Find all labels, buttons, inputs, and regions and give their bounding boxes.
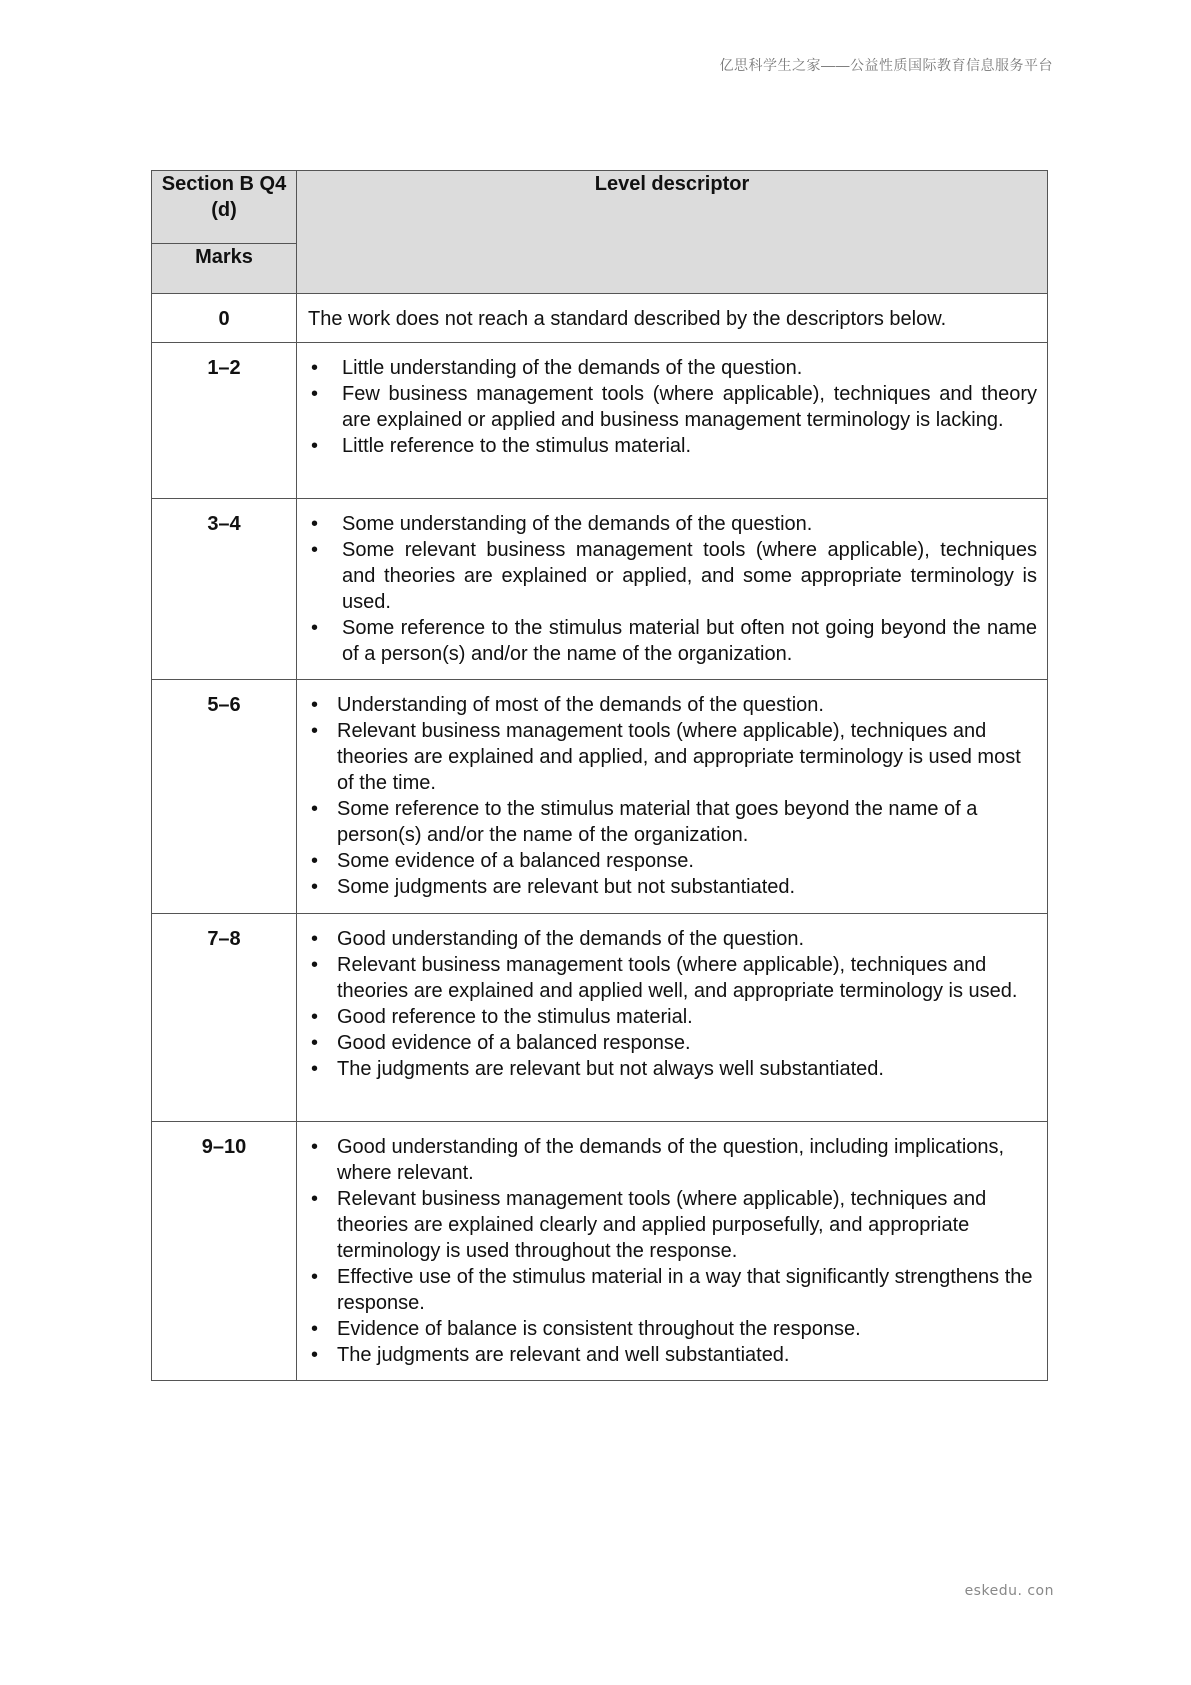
descriptor-list [308, 692, 1037, 900]
list-item: • Effective use of the stimulus material in a way that significantly strengthens the response. [311, 1266, 1033, 1314]
level-descriptor-heading: Level descriptor [297, 171, 1048, 294]
table-row [152, 914, 1048, 1122]
descriptor-list [308, 355, 1037, 459]
table-row [152, 343, 1048, 499]
list-item: • Good reference to the stimulus material. [311, 1006, 693, 1028]
list-item: • Some evidence of a balanced response. [311, 850, 694, 872]
section-heading: Section B Q4 (d) [152, 171, 297, 244]
marks-value: 3–4 [152, 499, 297, 680]
page-footer-watermark: eskedu. con [964, 1583, 1054, 1599]
table-row [152, 499, 1048, 680]
list-item: • Relevant business management tools (where applicable), techniques and theories are explained clearly and applied purposefully, and appropriate terminology is used throughout the response. [311, 1188, 987, 1262]
list-item: • Relevant business management tools (where applicable), techniques and theories are explained and applied, and appropriate terminology is used most of the time. [311, 720, 1021, 794]
page-header-watermark: 亿思科学生之家——公益性质国际教育信息服务平台 [719, 57, 1053, 73]
list-item: • Some judgments are relevant but not substantiated. [311, 876, 796, 898]
list-item: • Few business management tools (where applicable), techniques and theory are explained or applied and business management terminology is lacking. [311, 383, 1037, 431]
descriptor-text: The work does not reach a standard described by the descriptors below. [297, 294, 1048, 343]
list-item: • The judgments are relevant and well substantiated. [311, 1344, 790, 1366]
table-row [152, 294, 1048, 343]
descriptor-cell [297, 499, 1048, 680]
descriptor-cell [297, 1122, 1048, 1381]
list-item: • Good understanding of the demands of the question. [311, 928, 805, 950]
table-row [152, 680, 1048, 914]
descriptor-cell [297, 343, 1048, 499]
list-item: • Good evidence of a balanced response. [311, 1032, 691, 1054]
list-item: • Understanding of most of the demands of the question. [311, 694, 824, 716]
marks-value: 5–6 [152, 680, 297, 914]
table-row [152, 1122, 1048, 1381]
descriptor-list [308, 511, 1037, 667]
marks-value: 1–2 [152, 343, 297, 499]
marks-value: 7–8 [152, 914, 297, 1122]
list-item: • The judgments are relevant but not always well substantiated. [311, 1058, 884, 1080]
list-item: • Evidence of balance is consistent throughout the response. [311, 1318, 861, 1340]
list-item: • Some reference to the stimulus material but often not going beyond the name of a person(s) and/or the name of the organization. [311, 617, 1037, 665]
list-item: • Some understanding of the demands of the question. [311, 513, 813, 535]
descriptor-list [308, 926, 1037, 1082]
descriptor-cell [297, 914, 1048, 1122]
list-item: • Some relevant business management tools (where applicable), techniques and theories are explained or applied, and some appropriate terminology is used. [311, 539, 1037, 613]
marks-value: 0 [152, 294, 297, 343]
markband-table [151, 170, 1048, 1381]
descriptor-list [308, 1134, 1037, 1368]
marks-heading: Marks [152, 244, 297, 294]
marks-value: 9–10 [152, 1122, 297, 1381]
table-header-row [152, 171, 1048, 244]
list-item: • Little understanding of the demands of the question. [311, 357, 803, 379]
list-item: • Some reference to the stimulus material that goes beyond the name of a person(s) and/or the name of the organization. [311, 798, 978, 846]
descriptor-cell [297, 680, 1048, 914]
list-item: • Little reference to the stimulus material. [311, 435, 692, 457]
list-item: • Good understanding of the demands of the question, including implications, where relevant. [311, 1136, 1005, 1184]
list-item: • Relevant business management tools (where applicable), techniques and theories are explained and applied well, and appropriate terminology is used. [311, 954, 1018, 1002]
